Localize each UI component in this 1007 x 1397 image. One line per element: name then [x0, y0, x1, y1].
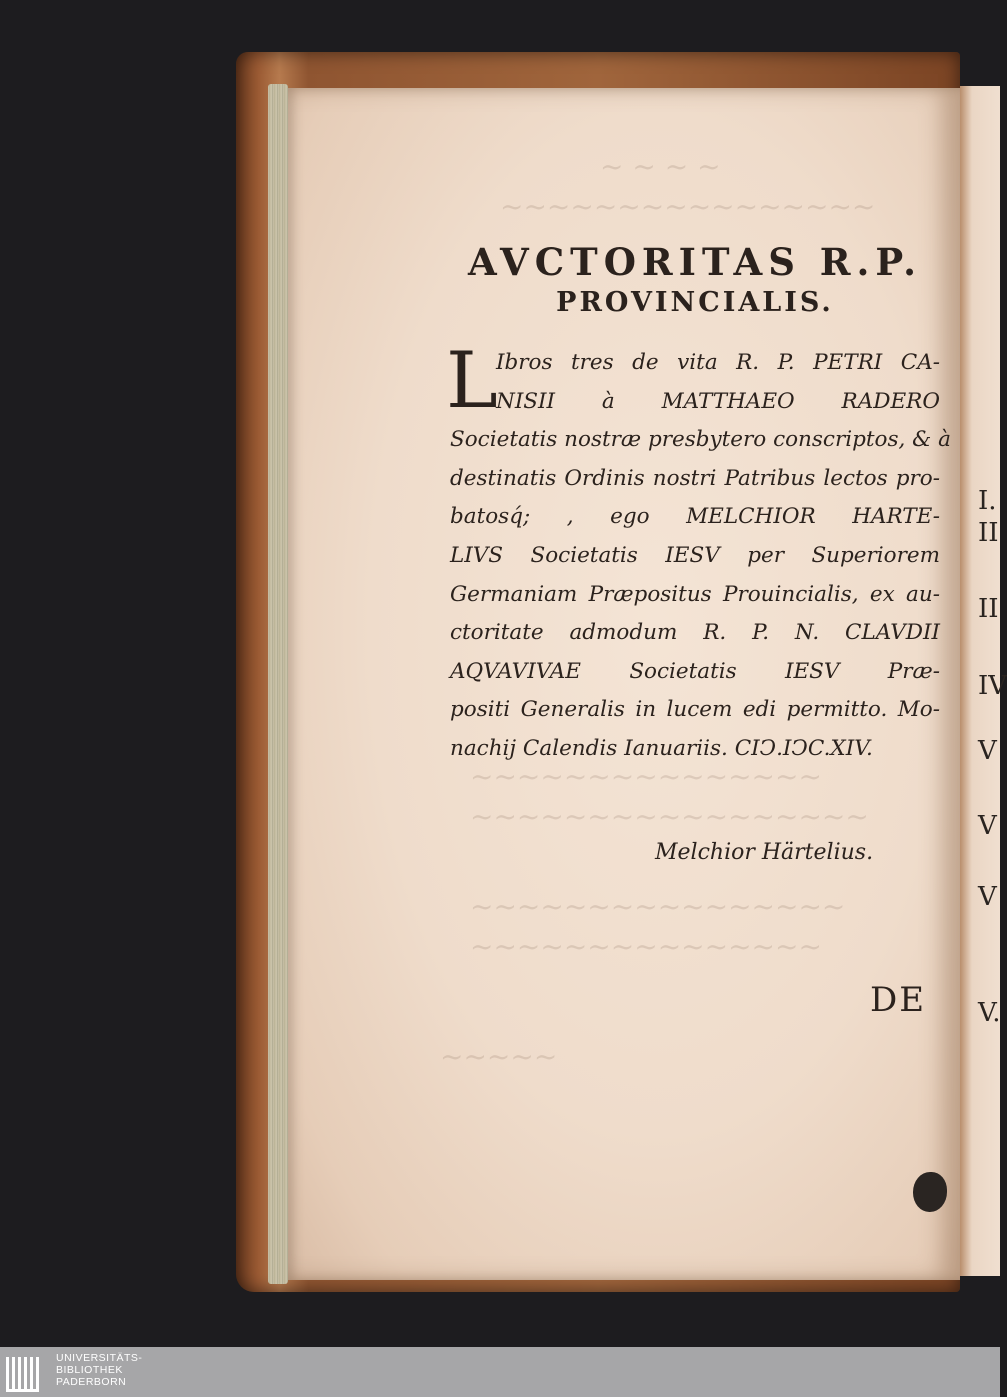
facing-page-mark: V	[978, 736, 997, 766]
drop-cap: L	[446, 336, 498, 426]
library-name-line: UNIVERSITÄTS-	[56, 1352, 143, 1364]
text-line: positi Generalis in lucem edi permitto. Mo-	[450, 697, 940, 723]
page-damage-hole	[913, 1172, 947, 1212]
facing-page-edge	[960, 86, 1007, 1276]
page-subtitle: PROVINCIALIS.	[556, 287, 834, 318]
text-line: Societatis nostræ presbytero conscriptos, & à	[450, 427, 951, 453]
text-line: batosq́; , ego MELCHIOR HARTE-	[450, 504, 940, 530]
text-line: Germaniam Præpositus Prouincialis, ex au-	[450, 581, 940, 607]
show-through-text: ~~~~~	[440, 1040, 558, 1073]
facing-page-mark: V	[978, 811, 997, 841]
facing-page-mark: II	[978, 594, 999, 624]
text-line: NISII à MATTHAEO RADERO	[496, 388, 940, 414]
page-title: AVCTORITAS R.P.	[467, 240, 923, 284]
facing-page-mark: V.	[978, 998, 1001, 1028]
show-through-text: ~~~~~~~~~~~~~~~	[470, 760, 822, 793]
permission-text	[446, 336, 951, 769]
facing-page-mark: II	[978, 518, 999, 548]
text-block	[446, 240, 951, 769]
signature: Melchior Härtelius.	[655, 840, 874, 865]
library-name-line: BIBLIOTHEK	[56, 1364, 123, 1376]
text-line: ctoritate admodum R. P. N. CLAVDII	[450, 620, 940, 646]
text-line: Ibros tres de vita R. P. PETRI CA-	[496, 350, 940, 375]
facing-page-mark: V	[978, 882, 997, 912]
page-edges	[268, 84, 288, 1284]
library-name	[56, 1352, 142, 1388]
text-line: destinatis Ordinis nostri Patribus lectos pro-	[450, 465, 940, 491]
show-through-text: ~~~~~~~~~~~~~~~	[470, 930, 822, 963]
catchword: DE	[870, 980, 927, 1020]
text-line: LIVS Societatis IESV per Superiorem	[450, 542, 940, 568]
library-footer-bar	[0, 1347, 1000, 1397]
library-logo-icon	[4, 1353, 44, 1393]
facing-page-mark: I.	[978, 486, 997, 516]
text-line: nachij Calendis Ianuariis. CIↃ.IↃC.XIV.	[450, 735, 873, 761]
show-through-text: ~~~~~~~~~~~~~~~~~	[470, 800, 869, 833]
show-through-text: ~~~~~~~~~~~~~~~~	[500, 190, 876, 223]
show-through-text: ~ ~ ~ ~	[600, 150, 721, 183]
show-through-text: ~~~~~~~~~~~~~~~~	[470, 890, 846, 923]
library-name-line: PADERBORN	[56, 1376, 127, 1388]
text-line: AQVAVIVAE Societatis IESV Præ-	[450, 658, 940, 684]
facing-page-mark: IV	[978, 671, 1007, 701]
